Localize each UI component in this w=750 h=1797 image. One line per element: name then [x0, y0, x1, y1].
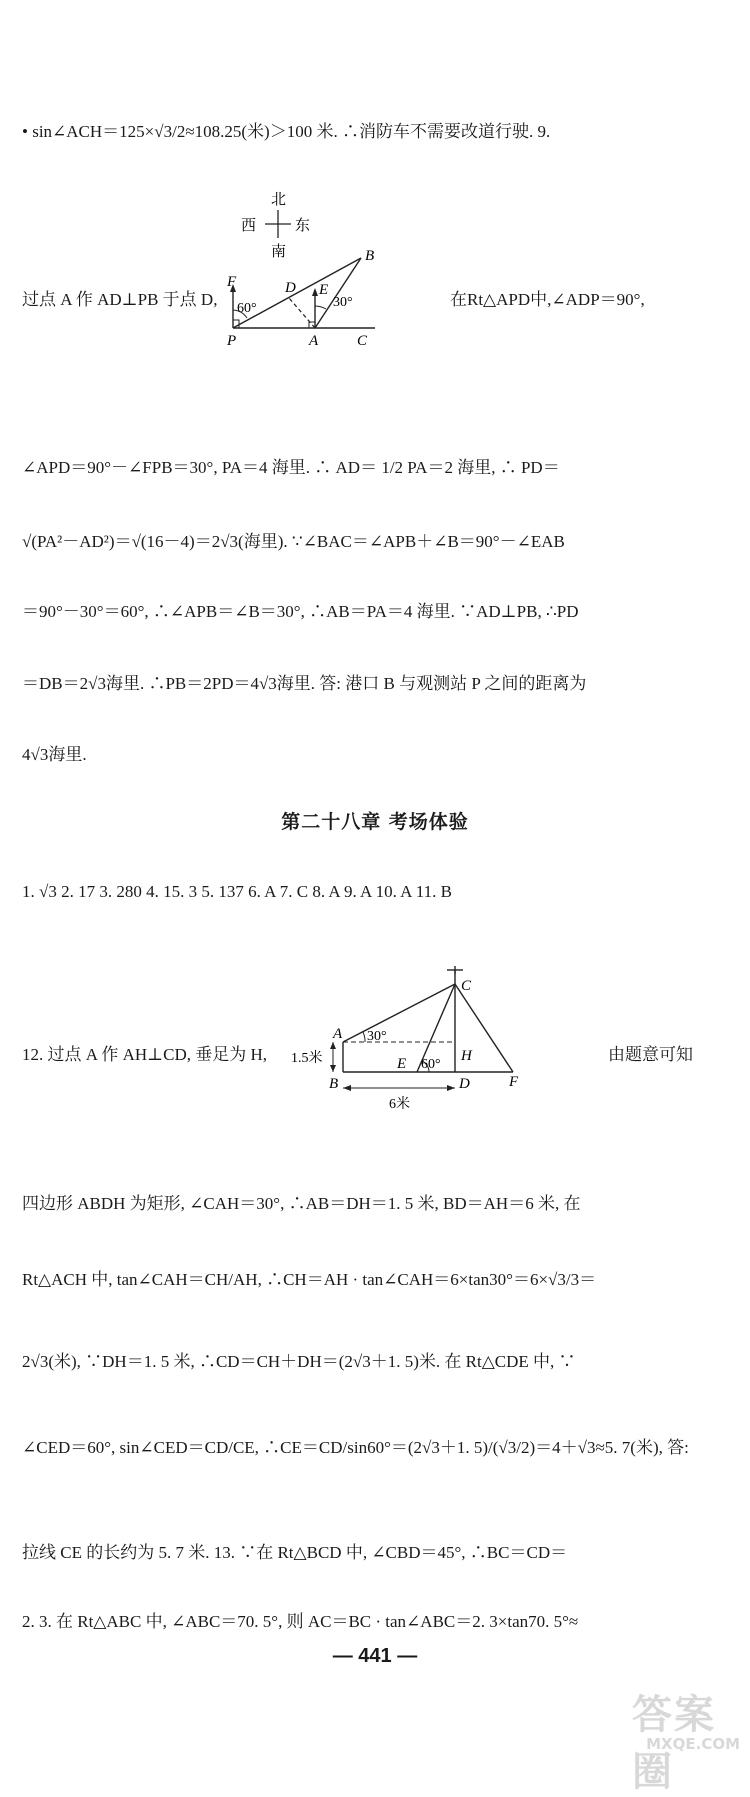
solution-line-10: Rt△ACH 中, tan∠CAH＝CH/AH, ∴CH＝AH · tan∠CAH＝6×tan30°＝6×√3/3＝ — [22, 1270, 597, 1289]
point-D: D — [285, 280, 296, 296]
point-P: P — [227, 333, 237, 349]
solution-line-1: • sin∠ACH＝125×√3/2≈108.25(米)＞100 米. ∴消防车不需要改道行驶. 9. — [22, 122, 551, 141]
watermark-big: 答案圈 — [632, 1692, 716, 1795]
fig2-height-label: 1.5米 — [291, 1051, 323, 1066]
solution-line-2-right: 在Rt△APD中,∠ADP＝90°, — [450, 290, 645, 309]
point-B: B — [365, 248, 375, 264]
solution-line-9: 四边形 ABDH 为矩形, ∠CAH＝30°, ∴AB＝DH＝1. 5 米, BD＝AH＝6 米, 在 — [22, 1194, 581, 1213]
solution-line-2-left: 过点 A 作 AD⊥PB 于点 D, — [22, 290, 218, 309]
fig2-point-D: D — [459, 1076, 470, 1092]
chapter-heading: 第二十八章 考场体验 — [281, 811, 469, 833]
answer-list: 1. √3 2. 17 3. 280 4. 15. 3 5. 137 6. A 7. C 8. A 9. A 10. A 11. B — [22, 882, 452, 901]
solution-line-8-right: 由题意可知 — [608, 1045, 693, 1064]
compass-south: 南 — [271, 244, 287, 260]
fig2-point-C: C — [461, 978, 472, 994]
solution-line-8-left: 12. 过点 A 作 AH⊥CD, 垂足为 H, — [22, 1045, 268, 1064]
fig2-point-F: F — [509, 1074, 519, 1090]
solution-line-5: ＝90°－30°＝60°, ∴∠APB＝∠B＝30°, ∴AB＝PA＝4 海里. ∵AD⊥PB, ∴PD — [22, 602, 579, 621]
point-E: E — [319, 282, 329, 298]
page-number: — 441 — — [332, 1645, 418, 1667]
point-C: C — [357, 333, 368, 349]
fig2-point-A: A — [333, 1026, 343, 1042]
solution-line-11: 2√3(米), ∵DH＝1. 5 米, ∴CD＝CH＋DH＝(2√3＋1. 5)米. 在 Rt△CDE 中, ∵ — [22, 1352, 576, 1371]
point-A: A — [309, 333, 319, 349]
solution-line-14: 2. 3. 在 Rt△ABC 中, ∠ABC＝70. 5°, 则 AC＝BC · tan∠ABC＝2. 3×tan70. 5°≈ — [22, 1612, 579, 1631]
fig2-angle-30: 30° — [367, 1029, 387, 1044]
solution-line-7: 4√3海里. — [22, 745, 87, 764]
fig2-base-label: 6米 — [389, 1097, 410, 1112]
fig2-point-E: E — [397, 1056, 407, 1072]
point-F: F — [227, 274, 237, 290]
angle-30-label: 30° — [333, 295, 353, 310]
solution-line-3: ∠APD＝90°－∠FPB＝30°, PA＝4 海里. ∴ AD＝ 1/2 PA＝2 海里, ∴ PD＝ — [22, 458, 560, 477]
fig2-point-H: H — [461, 1048, 472, 1064]
compass-west: 西 — [241, 218, 257, 234]
compass-east: 东 — [295, 218, 311, 234]
compass-north: 北 — [271, 192, 287, 208]
solution-line-4: √(PA²－AD²)＝√(16－4)＝2√3(海里). ∵∠BAC＝∠APB＋∠B＝90°－∠EAB — [22, 532, 565, 551]
fig2-point-B: B — [329, 1076, 339, 1092]
solution-line-12: ∠CED＝60°, sin∠CED＝CD/CE, ∴CE＝CD/sin60°＝(2√3＋1. 5)/(√3/2)＝4＋√3≈5. 7(米), 答: — [22, 1438, 689, 1457]
watermark-small: MXQE.COM — [646, 1735, 740, 1753]
pole-diagram — [291, 960, 530, 1120]
watermark-logo — [632, 1683, 744, 1795]
bearing-diagram — [225, 188, 405, 348]
solution-line-6: ＝DB＝2√3海里. ∴PB＝2PD＝4√3海里. 答: 港口 B 与观测站 P 之间的距离为 — [22, 674, 587, 693]
fig2-angle-60: 60° — [421, 1057, 441, 1072]
solution-line-13: 拉线 CE 的长约为 5. 7 米. 13. ∵在 Rt△BCD 中, ∠CBD＝45°, ∴BC＝CD＝ — [22, 1543, 568, 1562]
angle-60-label: 60° — [237, 301, 257, 316]
